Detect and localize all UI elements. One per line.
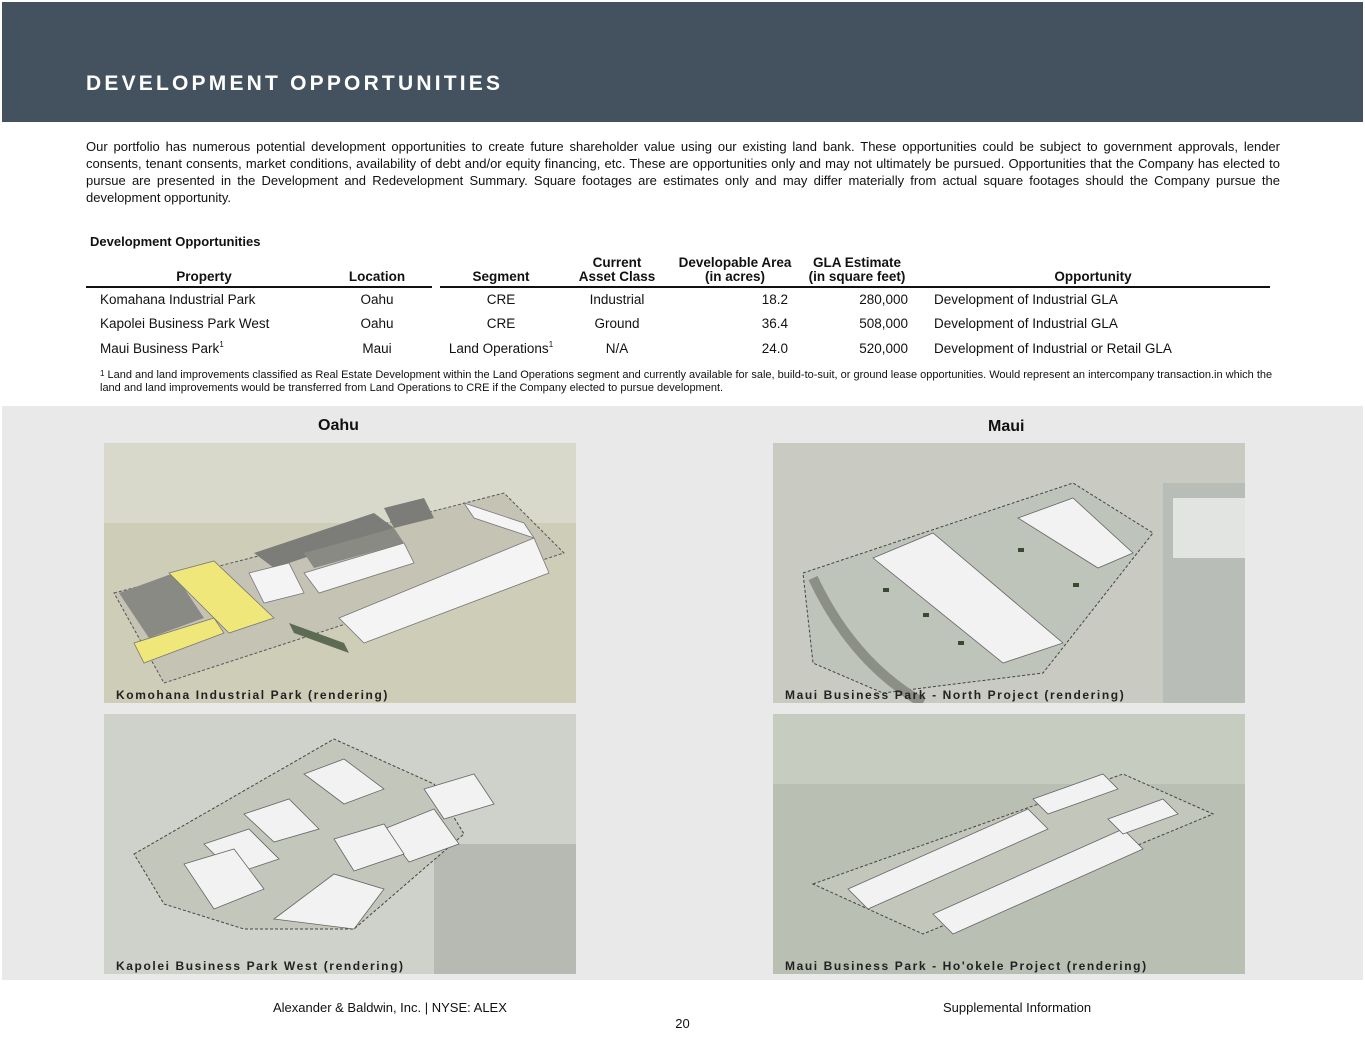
komahana-caption: Komohana Industrial Park (rendering) — [116, 688, 389, 702]
intro-paragraph: Our portfolio has numerous potential development opportunities to create future shareholder value using our existing land bank. These opportunities could be subject to government approvals, lender consents, tenant consents, market conditions, availability of debt and/or equity financing, etc. These are opportunities only and may not ultimately be pursued. Opportunities that the Company has elected to pursue are presented in the Development and Redevelopment Summary. Square footages are estimates only and may differ materially from actual square footages should the Company pursue the development opportunity. — [86, 139, 1280, 205]
maui-north-caption: Maui Business Park - North Project (rendering) — [785, 688, 1126, 702]
kapolei-caption: Kapolei Business Park West (rendering) — [116, 959, 405, 973]
cell-segment: CRE — [486, 316, 516, 332]
oahu-label: Oahu — [318, 417, 359, 434]
komahana-rendering — [104, 443, 576, 703]
cell-property: Maui Business Park$^1$ — [100, 339, 224, 356]
table-title: Development Opportunities — [90, 234, 261, 249]
cell-opportunity: Development of Industrial GLA — [934, 316, 1118, 332]
footer-section: Supplemental Information — [943, 1000, 1092, 1015]
maui-north-aerial-image — [773, 443, 1245, 703]
cell-location: Oahu — [360, 292, 394, 308]
cell-opportunity: Development of Industrial or Retail GLA — [934, 340, 1172, 356]
development-opportunities-table — [86, 254, 1270, 361]
maui-north-rendering — [773, 443, 1245, 703]
cell-segment: CRE — [486, 292, 516, 308]
kapolei-aerial-image — [104, 714, 576, 974]
table-row — [86, 287, 1270, 312]
maui-hookele-rendering — [773, 714, 1245, 974]
table-footnote: $^1$ Land and land improvements classified as Real Estate Development within the Land Operations segment and currently available for sale, build-to-suit, or ground lease opportunities. Would represent an intercompany transaction.in which the land and land improvements would be transferred from Land Operations to CRE if the Company elected to pursue development. — [100, 369, 1273, 394]
cell-developable-area: 36.4 — [761, 316, 788, 332]
footnote-marker: 1 — [219, 339, 224, 349]
col-location: Location — [322, 254, 432, 287]
maui-hookele-caption: Maui Business Park - Ho'okele Project (rendering) — [785, 959, 1148, 973]
page-header — [2, 2, 1363, 122]
footnote-marker: 1 — [548, 339, 554, 349]
maui-label: Maui — [988, 418, 1025, 435]
komahana-aerial-image — [104, 443, 576, 703]
cell-segment: Land Operations$^1$ — [448, 339, 554, 356]
rendering-gallery — [2, 406, 1363, 980]
cell-asset-class: Ground — [594, 316, 640, 332]
cell-location: Oahu — [360, 316, 394, 332]
col-asset-class: Current Asset Class — [562, 254, 672, 287]
kapolei-rendering — [104, 714, 576, 974]
cell-gla-estimate: 280,000 — [859, 292, 908, 308]
maui-hookele-aerial-image — [773, 714, 1245, 974]
table-header-row — [86, 254, 1270, 287]
col-gla-estimate: GLA Estimate (in square feet) — [798, 254, 916, 287]
cell-gla-estimate: 520,000 — [859, 340, 908, 356]
table-row — [86, 312, 1270, 337]
col-developable-area: Developable Area (in acres) — [672, 254, 798, 287]
col-opportunity: Opportunity — [916, 254, 1270, 287]
cell-asset-class: Industrial — [589, 292, 645, 308]
page-title: DEVELOPMENT OPPORTUNITIES — [86, 72, 504, 95]
footer-company: Alexander & Baldwin, Inc. | NYSE: ALEX — [273, 1000, 507, 1015]
cell-developable-area: 24.0 — [761, 340, 788, 356]
cell-property: Komahana Industrial Park — [100, 292, 256, 308]
cell-asset-class: N/A — [605, 340, 629, 356]
page-number: 20 — [675, 1016, 690, 1031]
col-segment: Segment — [440, 254, 562, 287]
col-property: Property — [86, 254, 322, 287]
cell-developable-area: 18.2 — [761, 292, 788, 308]
cell-opportunity: Development of Industrial GLA — [934, 292, 1118, 308]
table-row — [86, 336, 1270, 361]
cell-location: Maui — [362, 340, 392, 356]
cell-property: Kapolei Business Park West — [100, 316, 270, 332]
cell-gla-estimate: 508,000 — [859, 316, 908, 332]
